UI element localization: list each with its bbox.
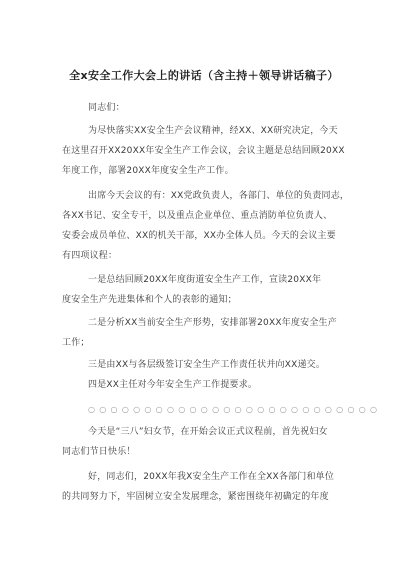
salutation: 同志们： — [88, 103, 125, 113]
paragraph-line: 好，同志们，20XX年我X安全生产工作在全XX各部门和单位 — [88, 472, 335, 482]
paragraph-line: 四是XX主任对今年安全生产工作提要求。 — [88, 380, 258, 390]
paragraph-line: 工作； — [62, 338, 90, 348]
paragraph-line: 一是总结回顾20XX年度街道安全生产工作，宣读20XX年 — [88, 275, 322, 285]
paragraph-line: 各XX书记、安全专干，以及重点企业单位、重点消防单位负责人、 — [62, 211, 333, 221]
paragraph-line: 在这里召开XX20XX年安全生产工作会议，会议主题是总结回顾20XX — [62, 146, 345, 156]
paragraph-line: 为尽快落实XX安全生产会议精神，经XX、XX研究决定，今天 — [88, 126, 338, 136]
paragraph-line: 度安全生产先进集体和个人的表彰的通知； — [62, 295, 237, 305]
paragraph-line: 三是由XX与各层级签订安全生产工作责任状并向XX递交。 — [88, 360, 326, 370]
paragraph-line: 今天是“三八”妇女节，在开始会议正式议程前，首先祝妇女 — [88, 427, 328, 437]
paragraph-line: 年度工作，部署20XX年度安全生产工作。 — [62, 166, 234, 176]
paragraph-line: 的共同努力下，牢固树立安全发展理念，紧密围绕年初确定的年度 — [62, 492, 329, 502]
separator-dots: ○○○○○○○○○○○○○○○○○○○○○○○○○○ — [88, 405, 382, 414]
document-title: 全x安全工作大会上的讲话（含主持＋领导讲话稿子） — [69, 69, 339, 82]
paragraph-line: 同志们节日快乐！ — [62, 447, 136, 457]
paragraph-line: 有四项议程： — [62, 251, 118, 261]
paragraph-line: 安委会成员单位、XX的机关干部，XX办全体人员。今天的会议主要 — [62, 231, 336, 241]
paragraph-line: 出席今天会议的有：XX党政负责人，各部门、单位的负责同志， — [88, 191, 350, 201]
paragraph-line: 二是分析XX当前安全生产形势，安排部署20XX年度安全生产 — [88, 318, 337, 328]
